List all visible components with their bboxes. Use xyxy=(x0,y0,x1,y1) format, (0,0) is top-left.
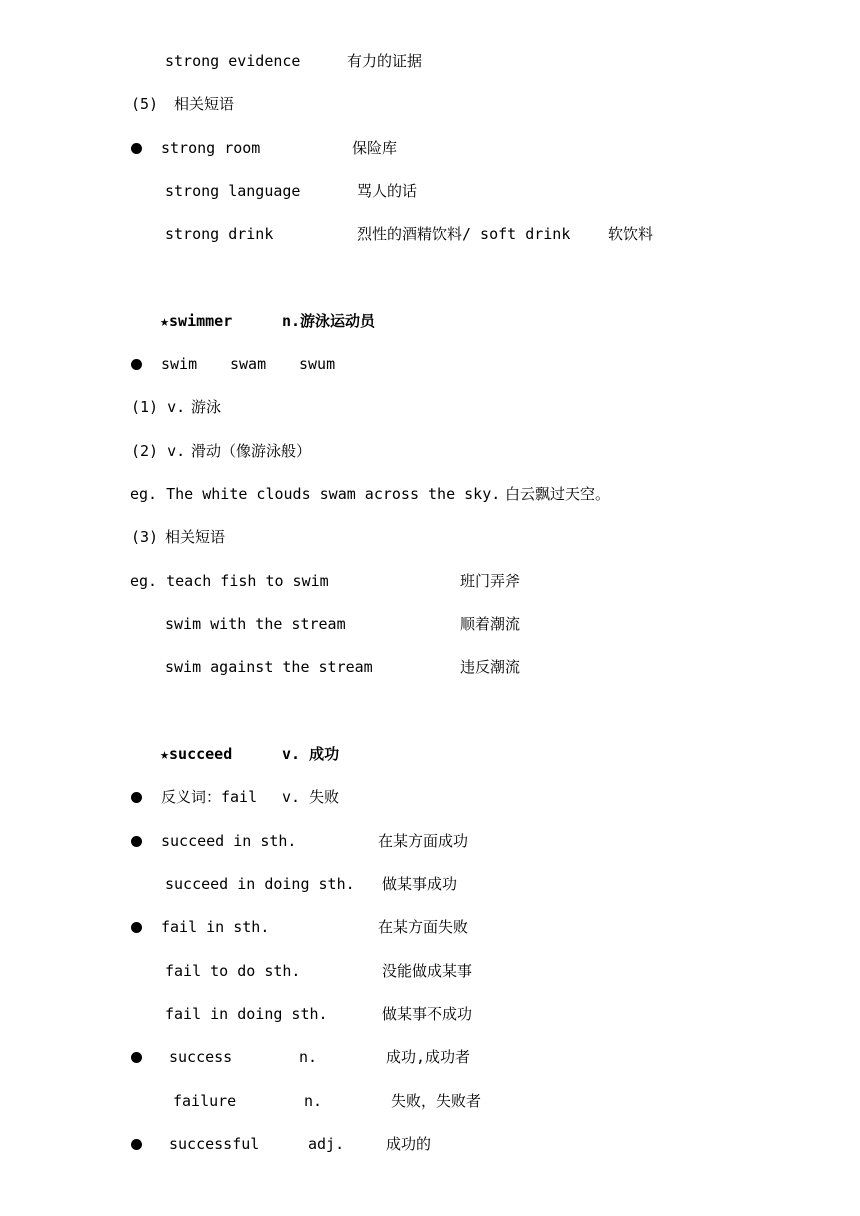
chinese-meaning: 失败，失败者 xyxy=(391,1092,482,1110)
chinese-meaning: 在某方面成功 xyxy=(378,832,469,850)
chinese-meaning: 保险库 xyxy=(352,139,398,157)
chinese-meaning: 软饮料 xyxy=(608,225,654,243)
english-term: strong drink xyxy=(165,225,274,243)
english-term: success xyxy=(169,1048,233,1066)
english-term: succeed in sth. xyxy=(161,832,297,850)
chinese-meaning: 成功,成功者 xyxy=(386,1048,471,1066)
english-term: swim against the stream xyxy=(165,658,373,676)
chinese-meaning: 烈性的酒精饮料/ soft drink xyxy=(357,225,571,243)
part-of-speech: n. xyxy=(299,1048,318,1066)
antonym-label: 反义词：fail xyxy=(161,788,258,806)
verb-form: swam xyxy=(230,355,267,373)
english-term: fail to do sth. xyxy=(165,962,301,980)
english-term: fail in doing sth. xyxy=(165,1005,328,1023)
verb-form: swim xyxy=(161,355,198,373)
chinese-meaning: 做某事成功 xyxy=(382,875,458,893)
vocab-definition: v. 成功 xyxy=(282,745,340,763)
verb-form: swum xyxy=(299,355,336,373)
vocab-definition: n.游泳运动员 xyxy=(282,312,376,330)
bullet-icon xyxy=(131,1052,142,1063)
part-of-speech: n. xyxy=(304,1092,323,1110)
english-term: succeed in doing sth. xyxy=(165,875,355,893)
chinese-meaning: 没能做成某事 xyxy=(382,962,473,980)
english-term: strong room xyxy=(161,139,261,157)
bullet-icon xyxy=(131,143,142,154)
section-title: 相关短语 xyxy=(174,95,235,113)
chinese-meaning: 骂人的话 xyxy=(357,182,418,200)
bullet-icon xyxy=(131,1139,142,1150)
chinese-meaning: 游泳 xyxy=(191,398,222,416)
vocab-word: ★swimmer xyxy=(160,312,233,330)
numbered-item: (2) v. xyxy=(131,442,186,460)
antonym-meaning: v. 失败 xyxy=(282,788,340,806)
chinese-meaning: 滑动（像游泳般） xyxy=(191,442,312,460)
bullet-icon xyxy=(131,792,142,803)
bullet-icon xyxy=(131,836,142,847)
section-number: (5) xyxy=(131,95,159,113)
chinese-meaning: 班门弄斧 xyxy=(460,572,521,590)
vocab-word: ★succeed xyxy=(160,745,233,763)
english-term: fail in sth. xyxy=(161,918,270,936)
bullet-icon xyxy=(131,922,142,933)
part-of-speech: adj. xyxy=(308,1135,345,1153)
english-sentence: eg. The white clouds swam across the sky. xyxy=(130,485,501,503)
chinese-meaning: 顺着潮流 xyxy=(460,615,521,633)
chinese-meaning: 违反潮流 xyxy=(460,658,521,676)
english-term: strong evidence xyxy=(165,52,301,70)
chinese-translation: 白云飘过天空。 xyxy=(505,485,611,503)
numbered-item: (1) v. xyxy=(131,398,186,416)
section-title: 相关短语 xyxy=(165,528,226,546)
english-term: swim with the stream xyxy=(165,615,346,633)
english-term: failure xyxy=(173,1092,237,1110)
chinese-meaning: 在某方面失败 xyxy=(378,918,469,936)
section-number: (3) xyxy=(131,528,159,546)
chinese-meaning: 有力的证据 xyxy=(347,52,423,70)
chinese-meaning: 成功的 xyxy=(386,1135,432,1153)
bullet-icon xyxy=(131,359,142,370)
english-term: successful xyxy=(169,1135,260,1153)
chinese-meaning: 做某事不成功 xyxy=(382,1005,473,1023)
english-term: strong language xyxy=(165,182,301,200)
english-term: eg. teach fish to swim xyxy=(130,572,329,590)
